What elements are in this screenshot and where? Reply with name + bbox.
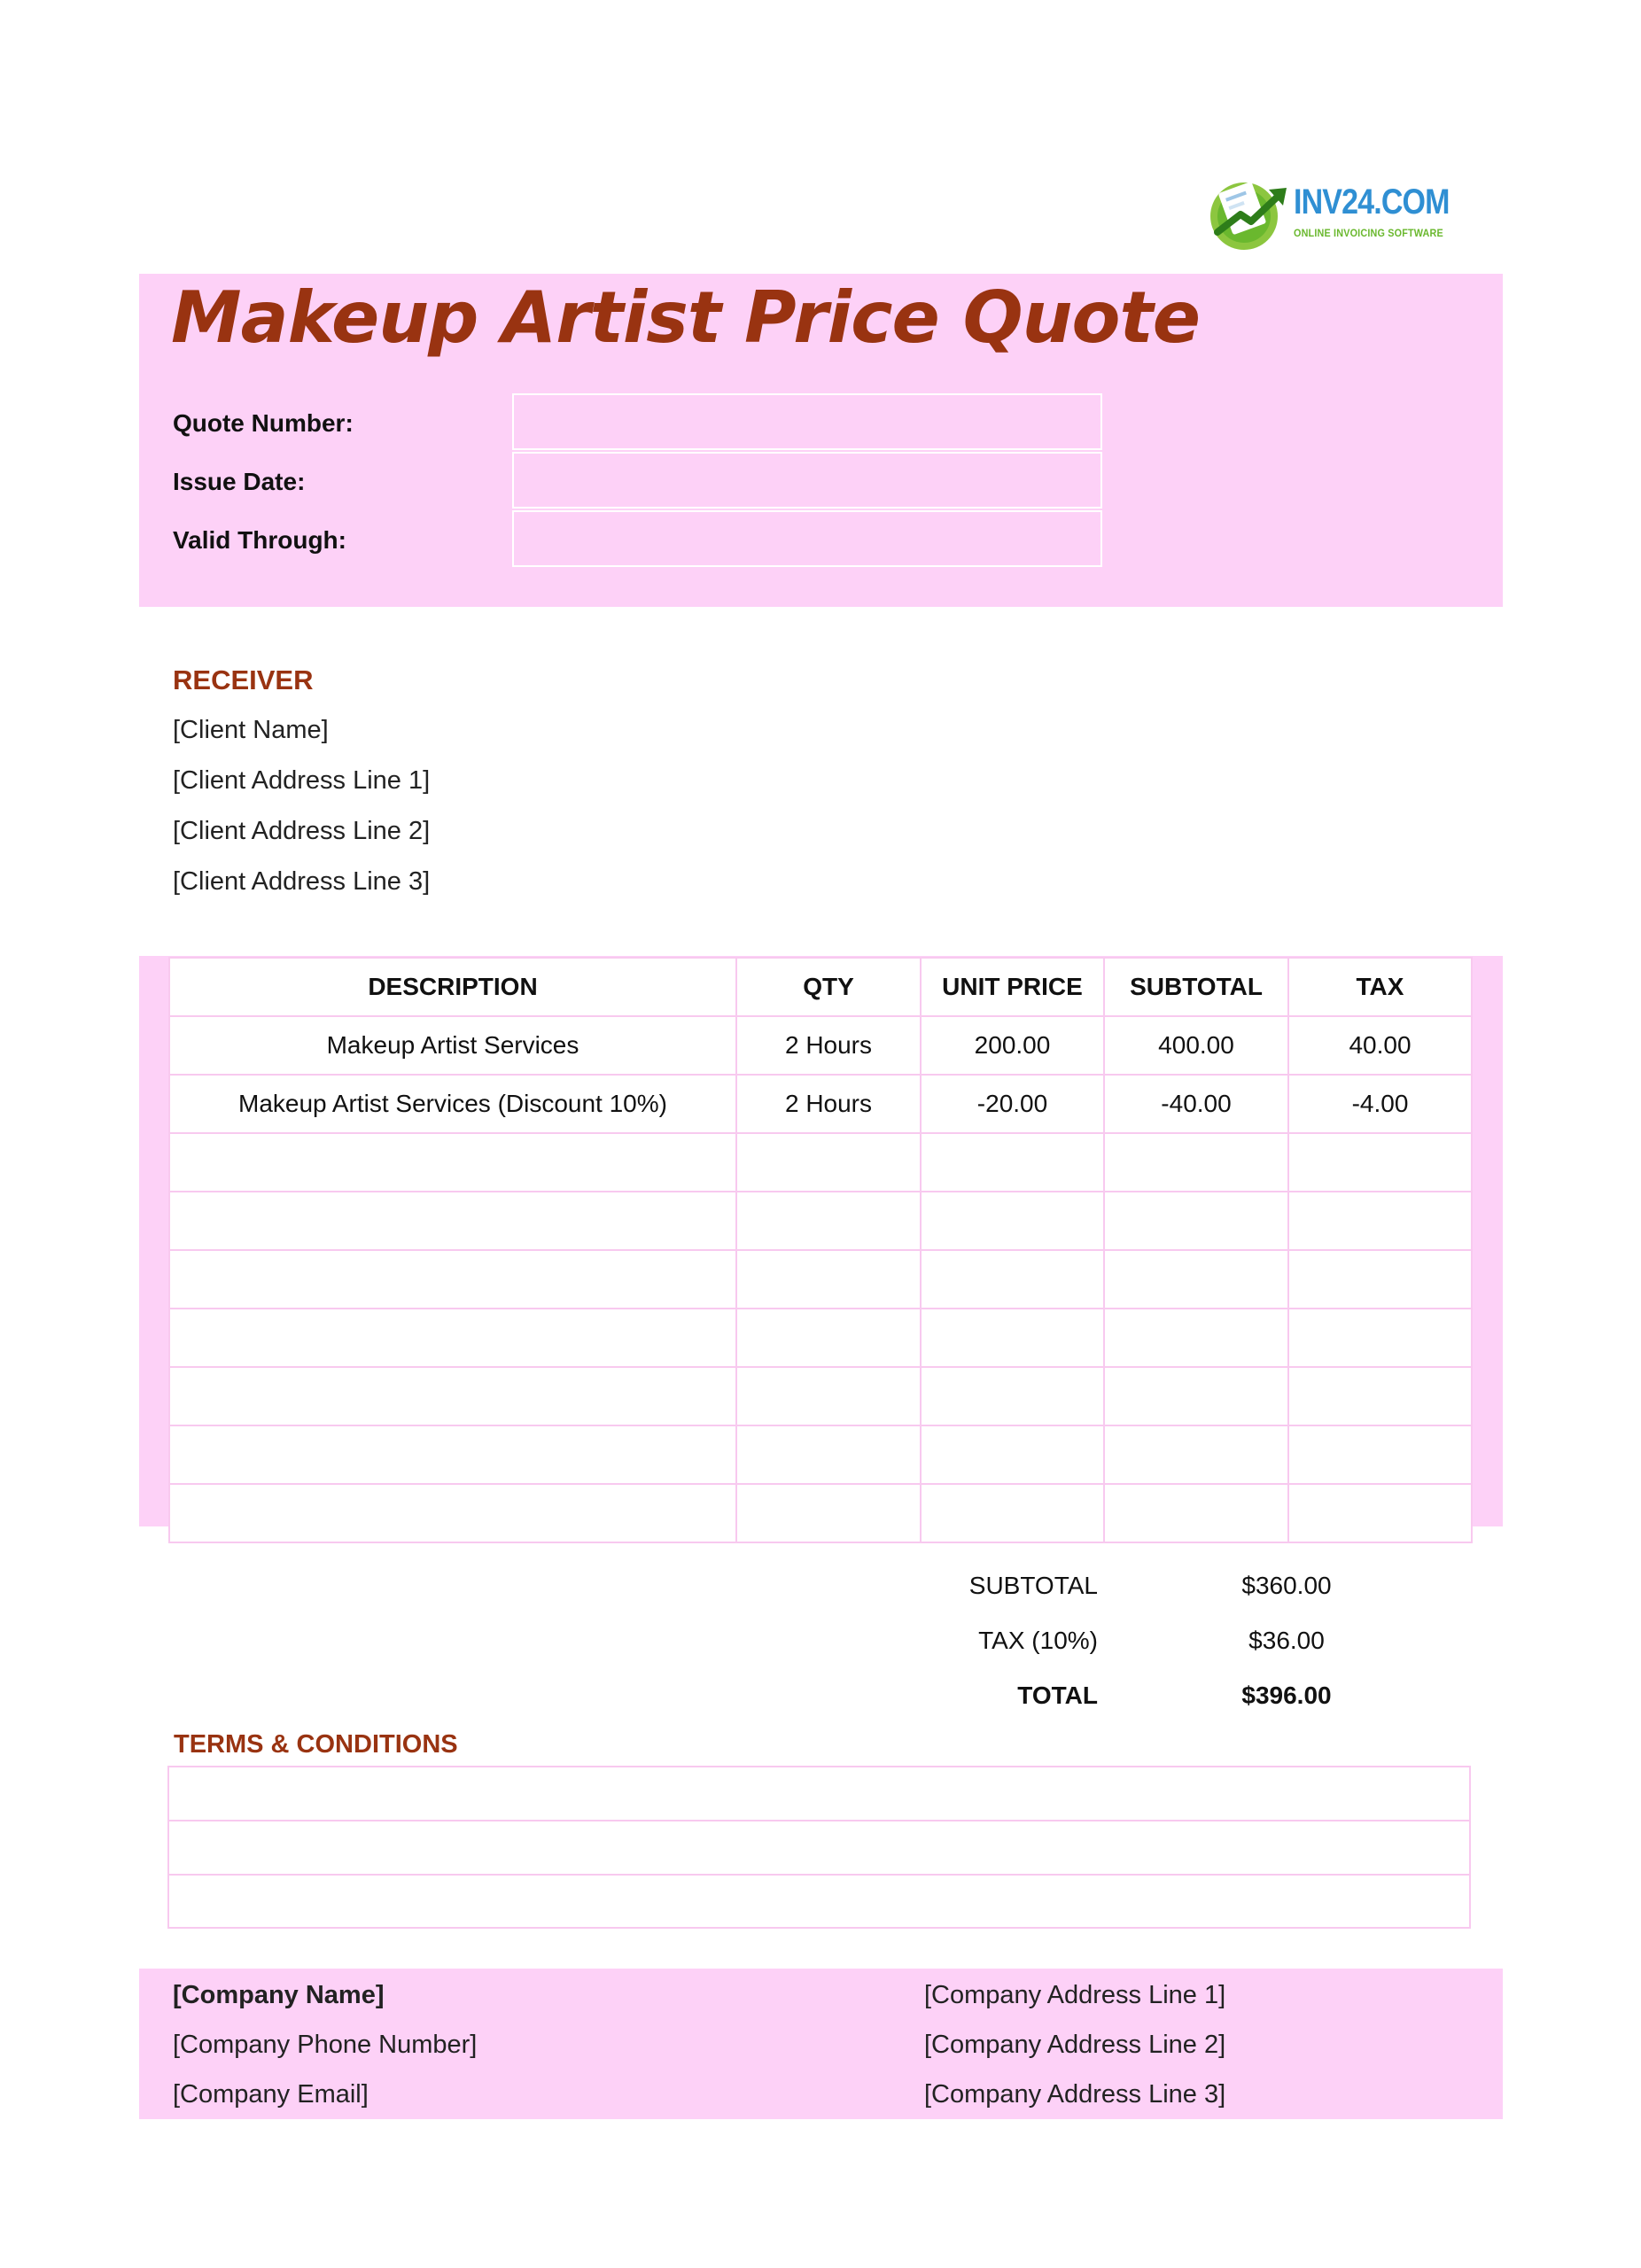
valid-through-label: Valid Through: [173,526,346,554]
table-row [169,1309,1472,1367]
cell-description[interactable] [169,1309,736,1367]
column-header-tax: TAX [1288,958,1472,1016]
cell-subtotal[interactable] [1104,1425,1288,1484]
company-logo [1205,174,1453,253]
client-address-line-3: [Client Address Line 3] [173,867,431,896]
cell-qty[interactable] [736,1133,921,1192]
cell-tax[interactable] [1288,1484,1472,1542]
subtotal-value: $360.00 [1241,1572,1332,1599]
cell-tax[interactable] [1288,1250,1472,1309]
company-address-line-2: [Company Address Line 2] [924,2031,1226,2059]
logo-tagline: ONLINE INVOICING SOFTWARE [1294,227,1443,239]
table-row [169,1016,1472,1075]
receiver-title: RECEIVER [173,664,314,695]
page-title: Makeup Artist Price Quote [171,276,1201,359]
cell-unit-price[interactable] [921,1484,1104,1542]
tax-value: $36.00 [1248,1627,1325,1654]
terms-box[interactable] [167,1766,1471,1929]
company-address-line-1: [Company Address Line 1] [924,1981,1226,2009]
quote-number-label: Quote Number: [173,409,354,437]
client-name: [Client Name] [173,716,329,744]
cell-tax[interactable] [1288,1309,1472,1367]
cell-subtotal[interactable]: 400.00 [1104,1016,1288,1075]
cell-tax[interactable]: -4.00 [1288,1075,1472,1133]
total-label: TOTAL [1017,1682,1098,1709]
cell-qty[interactable] [736,1484,921,1542]
table-row [169,1250,1472,1309]
subtotal-label: SUBTOTAL [968,1572,1098,1599]
cell-description[interactable]: Makeup Artist Services [169,1016,736,1075]
tax-label: TAX (10%) [978,1627,1098,1654]
table-row [169,1425,1472,1484]
cell-tax[interactable] [1288,1192,1472,1250]
table-row [169,1133,1472,1192]
cell-tax[interactable] [1288,1425,1472,1484]
cell-description[interactable]: Makeup Artist Services (Discount 10%) [169,1075,736,1133]
cell-unit-price[interactable] [921,1192,1104,1250]
cell-qty[interactable] [736,1250,921,1309]
items-table [168,957,1473,1543]
column-header-subtotal: SUBTOTAL [1104,958,1288,1016]
cell-unit-price[interactable] [921,1367,1104,1425]
cell-unit-price[interactable] [921,1425,1104,1484]
table-row [169,1075,1472,1133]
table-row [169,1367,1472,1425]
cell-unit-price[interactable]: 200.00 [921,1016,1104,1075]
column-header-description: DESCRIPTION [169,958,736,1016]
cell-tax[interactable]: 40.00 [1288,1016,1472,1075]
cell-subtotal[interactable] [1104,1133,1288,1192]
cell-tax[interactable] [1288,1133,1472,1192]
cell-subtotal[interactable] [1104,1309,1288,1367]
cell-subtotal[interactable] [1104,1250,1288,1309]
terms-title: TERMS & CONDITIONS [174,1730,458,1759]
cell-unit-price[interactable] [921,1250,1104,1309]
company-email: [Company Email] [173,2080,369,2109]
cell-subtotal[interactable] [1104,1484,1288,1542]
table-row [169,1484,1472,1542]
client-address-line-1: [Client Address Line 1] [173,766,431,795]
logo-icon [1205,174,1290,253]
cell-qty[interactable]: 2 Hours [736,1075,921,1133]
issue-date-field[interactable] [512,452,1102,509]
cell-description[interactable] [169,1192,736,1250]
quote-number-field[interactable] [512,393,1102,450]
cell-unit-price[interactable] [921,1133,1104,1192]
cell-description[interactable] [169,1367,736,1425]
client-address-line-2: [Client Address Line 2] [173,817,431,845]
cell-qty[interactable]: 2 Hours [736,1016,921,1075]
column-header-qty: QTY [736,958,921,1016]
company-address-line-3: [Company Address Line 3] [924,2080,1226,2109]
cell-unit-price[interactable] [921,1309,1104,1367]
terms-divider [169,1820,1469,1821]
cell-description[interactable] [169,1133,736,1192]
terms-divider [169,1874,1469,1876]
table-header-row [169,958,1472,1016]
cell-qty[interactable] [736,1309,921,1367]
company-phone: [Company Phone Number] [173,2031,478,2059]
cell-description[interactable] [169,1425,736,1484]
issue-date-label: Issue Date: [173,468,306,495]
cell-subtotal[interactable]: -40.00 [1104,1075,1288,1133]
company-name: [Company Name] [173,1981,385,2009]
valid-through-field[interactable] [512,510,1102,567]
column-header-unit-price: UNIT PRICE [921,958,1104,1016]
cell-qty[interactable] [736,1367,921,1425]
cell-unit-price[interactable]: -20.00 [921,1075,1104,1133]
logo-text: INV24.COM [1294,183,1450,221]
cell-description[interactable] [169,1484,736,1542]
cell-qty[interactable] [736,1425,921,1484]
cell-subtotal[interactable] [1104,1367,1288,1425]
cell-tax[interactable] [1288,1367,1472,1425]
total-value: $396.00 [1241,1682,1332,1709]
cell-qty[interactable] [736,1192,921,1250]
cell-description[interactable] [169,1250,736,1309]
table-row [169,1192,1472,1250]
cell-subtotal[interactable] [1104,1192,1288,1250]
